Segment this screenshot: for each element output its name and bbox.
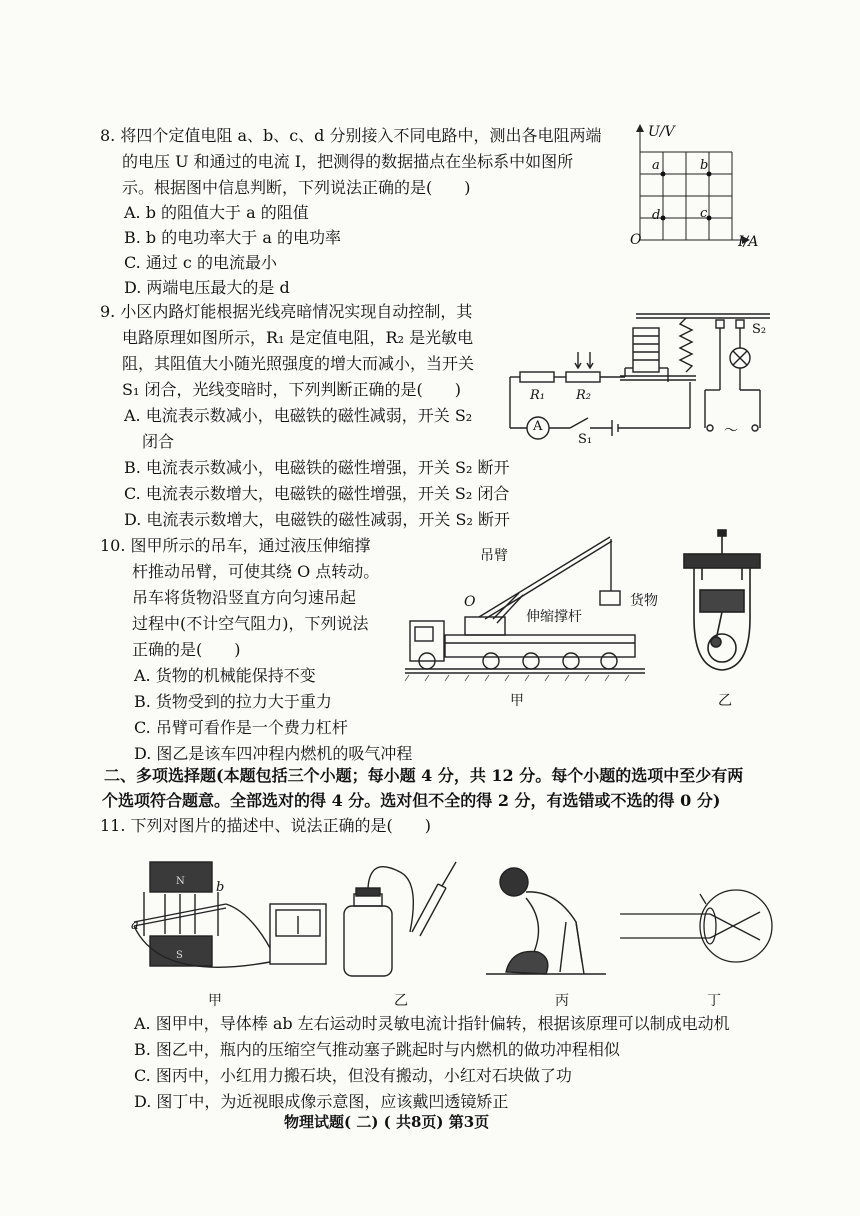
q11-option-a[interactable]: A. 图甲中，导体棒 ab 左右运动时灵敏电流计指针偏转，根据该原理可以制成电动机 [134,1014,730,1033]
q10-crane-figure [405,535,645,685]
q10-caption-jia: 甲 [510,693,524,709]
q10-stem-line-3: 吊车将货物沿竖直方向匀速吊起 [132,588,357,607]
q9-option-c[interactable]: C. 电流表示数增大，电磁铁的磁性增强，开关 S₂ 闭合 [124,484,510,503]
q11-fig-ding-eye [620,878,776,978]
q9-label-s1: S₁ [578,432,593,447]
q11-option-c[interactable]: C. 图丙中，小红用力搬石块，但没有搬动，小红对石块做了功 [134,1066,572,1085]
q11-fig-label-s: S [176,950,183,961]
q9-label-r1: R₁ [530,388,545,403]
page-footer: 物理试题( 二) ( 共8页) 第3页 [284,1113,490,1131]
q10-label-strut: 伸缩撑杆 [526,609,582,625]
q11-fig-bing-lifting-stone [486,862,606,982]
q11-option-d[interactable]: D. 图丁中，为近视眼成像示意图，应该戴凹透镜矫正 [134,1092,509,1111]
q9-label-s2: S₂ [752,322,767,337]
q9-stem-line-1: 9. 小区内路灯能根据光线亮暗情况实现自动控制，其 [100,302,473,321]
q9-option-d[interactable]: D. 电流表示数增大，电磁铁的磁性减弱，开关 S₂ 断开 [124,510,510,529]
q10-engine-figure [672,528,772,688]
q11-stem: 11. 下列对图片的描述中、说法正确的是( ) [100,816,432,835]
q11-caption-ding: 丁 [707,993,721,1009]
q8-option-a[interactable]: A. b 的阻值大于 a 的阻值 [124,203,309,222]
q10-option-a[interactable]: A. 货物的机械能保持不变 [134,666,316,685]
q11-option-b[interactable]: B. 图乙中，瓶内的压缩空气推动塞子跳起时与内燃机的做功冲程相似 [134,1040,620,1059]
q8-stem-line-2: 的电压 U 和通过的电流 I，把测得的数据描点在坐标系中如图所 [122,152,574,171]
q11-fig-label-a: a [131,918,139,933]
q11-fig-yi-bottle-pump [330,862,470,987]
q9-option-a[interactable]: A. 电流表示数减小，电磁铁的磁性减弱，开关 S₂ [124,406,473,425]
q9-stem-line-3: 阻，其阻值大小随光照强度的增大而减小，当开关 [122,354,475,373]
q8-stem-line-1: 8. 将四个定值电阻 a、b、c、d 分别接入不同电路中，测出各电阻两端 [100,126,602,145]
q8-label-c: c [700,206,708,221]
q10-stem-line-2: 杆推动吊臂，可使其绕 O 点转动。 [132,562,380,581]
section-2-heading-line-2: 个选项符合题意。全部选对的得 4 分。选对但不全的得 2 分，有选错或不选的得 0 分) [102,791,721,810]
q9-option-a-cont: 闭合 [142,432,175,451]
q9-label-r2: R₂ [576,388,591,403]
q10-label-cargo: 货物 [630,593,658,609]
q8-origin-label: O [630,232,642,248]
q10-option-d[interactable]: D. 图乙是该车四冲程内燃机的吸气冲程 [134,744,413,763]
q8-point-a [661,172,666,177]
q9-stem-line-4: S₁ 闭合，光线变暗时，下列判断正确的是( ) [122,380,461,399]
q11-caption-bing: 丙 [555,993,569,1009]
q11-fig-label-n: N [176,876,185,887]
q8-option-b[interactable]: B. b 的电功率大于 a 的电功率 [124,228,341,247]
q10-option-c[interactable]: C. 吊臂可看作是一个费力杠杆 [134,718,348,737]
q8-label-a: a [652,158,660,173]
section-2-heading-line-1: 二、多项选择题(本题包括三个小题；每小题 4 分，共 12 分。每个小题的选项中至少有两 [104,766,744,785]
q10-label-boom: 吊臂 [480,548,508,564]
q11-fig-label-b: b [216,880,225,895]
q8-option-c[interactable]: C. 通过 c 的电流最小 [124,253,277,272]
q8-option-d[interactable]: D. 两端电压最大的是 d [124,278,290,297]
q11-caption-jia: 甲 [208,993,222,1009]
q8-y-axis-label: U/V [648,124,675,140]
q10-stem-line-5: 正确的是( ) [132,640,241,659]
q9-ac-source: ～ [724,423,738,439]
q9-stem-line-2: 电路原理如图所示，R₁ 是定值电阻，R₂ 是光敏电 [122,328,474,347]
q9-option-b[interactable]: B. 电流表示数减小，电磁铁的磁性增强，开关 S₂ 断开 [124,458,510,477]
q11-caption-yi: 乙 [394,993,408,1009]
q9-ammeter-symbol: A [533,419,543,434]
q11-fig-jia-induction [130,852,340,984]
q10-option-b[interactable]: B. 货物受到的拉力大于重力 [134,692,332,711]
q10-caption-yi: 乙 [718,693,732,709]
q8-point-d [661,216,666,221]
q8-label-d: d [652,208,661,223]
q10-stem-line-4: 过程中(不计空气阻力)，下列说法 [132,614,369,633]
q10-stem-line-1: 10. 图甲所示的吊车，通过液压伸缩撑 [100,536,371,555]
q10-label-pivot: O [464,594,476,610]
q8-label-b: b [700,158,709,173]
q8-x-axis-label: I/A [738,234,759,250]
q8-stem-line-3: 示。根据图中信息判断，下列说法正确的是( ) [122,178,471,197]
